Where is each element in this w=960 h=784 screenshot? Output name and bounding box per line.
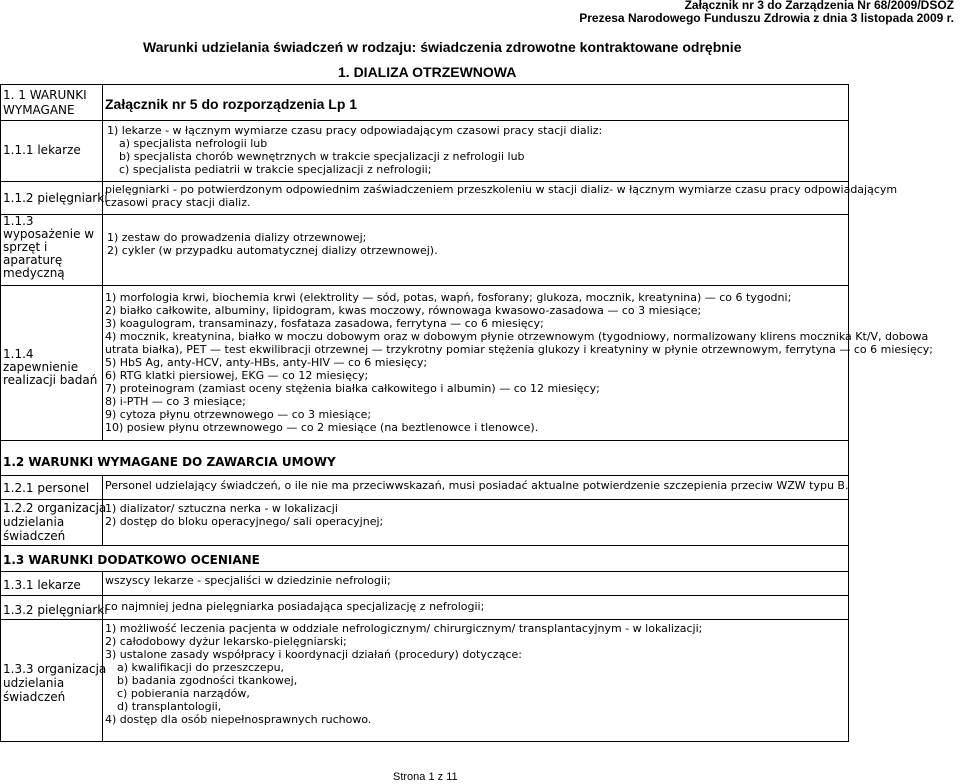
label-line: świadczeń xyxy=(3,690,66,704)
text-line: 8) i-PTH — co 3 miesiące; xyxy=(105,395,246,408)
label-organizacja-1-2-2 xyxy=(3,501,106,543)
label-line: 1.1.4 xyxy=(3,347,34,361)
text-line: 1) możliwość leczenia pacjenta w oddziale nefrologicznym/ chirurgicznym/ transplantacyjnym - w lokalizacji; xyxy=(105,622,703,635)
pielegniarki-text xyxy=(105,183,897,209)
label-line: udzielania xyxy=(3,515,65,529)
label-pielegniarki-1-3-2: 1.3.2 pielęgniarki xyxy=(3,603,108,617)
text-line: 7) proteinogram (zamiast oceny stężenia białka całkowitego i albumin) — co 12 miesięcy; xyxy=(105,382,600,395)
rule xyxy=(0,571,849,572)
text-line: b) badania zgodności tkankowej, xyxy=(117,674,298,687)
text-line: 1) morfologia krwi, biochemia krwi (elektrolity — sód, potas, wapń, fosforany; glukoza, mocznik, kreatynina) — co 6 tygodni; xyxy=(105,291,792,304)
label-line: zapewnienie xyxy=(3,360,79,374)
text-line: pielęgniarki - po potwierdzonym odpowiednim zaświadczeniem przeszkoleniu w stacji dializ- w łącznym wymiarze czasu pracy odpowiadającym xyxy=(105,183,898,196)
annex-title: Załącznik nr 5 do rozporządzenia Lp 1 xyxy=(105,96,358,112)
lekarze-1-3-1-text: wszyscy lekarze - specjaliści w dziedzinie nefrologii; xyxy=(105,574,391,587)
label-line: 1. 1 WARUNKI xyxy=(3,88,87,102)
text-line: utrata białka), PET — test ekwilibracji otrzewnej — trzykrotny pomiar stężenia glukozy i kreatyniny w płynie otrzewnowym, ferrytyna — co 6 miesięcy; xyxy=(105,343,933,356)
label-line: aparaturę xyxy=(3,253,63,267)
section-1-2-title: 1.2 WARUNKI WYMAGANE DO ZAWARCIA UMOWY xyxy=(3,455,336,469)
rule xyxy=(0,84,849,85)
rule xyxy=(0,440,849,441)
rule xyxy=(0,499,849,500)
text-line: 1) dializator/ sztuczna nerka - w lokalizacji xyxy=(105,502,338,515)
text-line: 2) dostęp do bloku operacyjnego/ sali operacyjnej; xyxy=(105,515,384,528)
text-line: 4) dostęp dla osób niepełnosprawnych ruchowo. xyxy=(105,713,372,726)
label-lekarze: 1.1.1 lekarze xyxy=(3,143,81,157)
rule xyxy=(0,181,849,182)
text-line: 2) całodobowy dyżur lekarsko-pielęgniarski; xyxy=(105,635,347,648)
page-footer: Strona 1 z 11 xyxy=(393,771,458,783)
lekarze-text xyxy=(107,124,602,176)
text-line: czasowi pracy stacji dializ. xyxy=(105,196,251,209)
text-line: 1) zestaw do prowadzenia dializy otrzewnowej; xyxy=(107,231,367,244)
rule xyxy=(0,595,849,596)
text-line: c) specjalista pediatrii w trakcie specjalizacji z nefrologii; xyxy=(119,163,432,176)
text-line: 9) cytoza płynu otrzewnowego — co 3 miesiące; xyxy=(105,408,372,421)
text-line: 2) cykler (w przypadku automatycznej dializy otrzewnowej). xyxy=(107,244,438,257)
text-line: 4) mocznik, kreatynina, białko w moczu dobowym oraz w dobowym płynie otrzewnowym (tygodniowy, normalizowany klirens mocznika Kt/V, dobowa xyxy=(105,330,929,343)
rule xyxy=(102,84,103,441)
badania-text xyxy=(105,291,933,434)
label-line: wyposażenie w xyxy=(3,227,95,241)
label-lekarze-1-3-1: 1.3.1 lekarze xyxy=(3,578,81,592)
label-line: udzielania xyxy=(3,676,65,690)
label-wyposazenie xyxy=(3,215,94,280)
pielegniarki-1-3-2-text: co najmniej jedna pielęgniarka posiadająca specjalizację z nefrologii; xyxy=(105,600,485,613)
text-line: 3) koagulogram, transaminazy, fosfataza zasadowa, ferrytyna — co 6 miesięcy; xyxy=(105,317,544,330)
rule xyxy=(102,571,103,742)
label-line: realizacji badań xyxy=(3,373,98,387)
label-pielegniarki: 1.1.2 pielęgniarki xyxy=(3,191,108,205)
label-zapewnienie-badan xyxy=(3,348,97,387)
label-organizacja-1-3-3 xyxy=(3,662,106,704)
rule xyxy=(0,619,849,620)
header-line-1: Załącznik nr 3 do Zarządzenia Nr 68/2009/DSOZ xyxy=(684,0,954,12)
rule xyxy=(0,120,849,121)
text-line: a) specjalista nefrologii lub xyxy=(119,137,268,150)
rule xyxy=(0,475,849,476)
text-line: 5) HbS Ag, anty-HCV, anty-HBs, anty-HIV — co 6 miesięcy; xyxy=(105,356,428,369)
rule xyxy=(0,741,849,742)
rule xyxy=(0,545,849,546)
label-line: 1.1.3 xyxy=(3,214,34,228)
text-line: 3) ustalone zasady współpracy i koordynacji działań (procedury) dotyczące: xyxy=(105,648,522,661)
section-title: 1. DIALIZA OTRZEWNOWA xyxy=(338,64,517,80)
label-personel: 1.2.1 personel xyxy=(3,481,90,495)
text-line: d) transplantologii, xyxy=(117,700,222,713)
organizacja-1-2-2-text xyxy=(105,502,383,528)
text-line: 10) posiew płynu otrzewnowego — co 2 miesiące (na beztlenowce i tlenowce). xyxy=(105,421,539,434)
text-line: b) specjalista chorób wewnętrznych w trakcie specjalizacji z nefrologii lub xyxy=(119,150,525,163)
wyposazenie-text xyxy=(107,231,438,257)
rule xyxy=(0,285,849,286)
text-line: 1) lekarze - w łącznym wymiarze czasu pracy odpowiadającym czasowi pracy stacji dializ: xyxy=(107,124,603,137)
section-1-3-title: 1.3 WARUNKI DODATKOWO OCENIANE xyxy=(3,553,260,567)
header-line-2: Prezesa Narodowego Funduszu Zdrowia z dnia 3 listopada 2009 r. xyxy=(579,11,954,25)
text-line: a) kwalifikacji do przeszczepu, xyxy=(117,661,285,674)
text-line: 2) białko całkowite, albuminy, lipidogram, kwas moczowy, równowaga kwasowo-zasadowa — co 3 miesiące; xyxy=(105,304,702,317)
personel-text: Personel udzielający świadczeń, o ile nie ma przeciwwskazań, musi posiadać aktualne potwierdzenie szczepienia przeciw WZW typu B. xyxy=(105,479,849,492)
rule xyxy=(0,214,849,215)
label-line: medyczną xyxy=(3,266,65,280)
label-warunki-wymagane xyxy=(3,88,87,118)
label-line: 1.3.3 organizacja xyxy=(3,662,107,676)
label-line: 1.2.2 organizacja xyxy=(3,501,107,515)
document-title: Warunki udzielania świadczeń w rodzaju: świadczenia zdrowotne kontraktowane odrębnie xyxy=(143,39,742,55)
label-line: WYMAGANE xyxy=(3,103,75,117)
rule xyxy=(0,84,1,742)
text-line: c) pobierania narządów, xyxy=(117,687,250,700)
text-line: 6) RTG klatki piersiowej, EKG — co 12 miesięcy; xyxy=(105,369,369,382)
organizacja-1-3-3-text xyxy=(105,622,702,726)
label-line: sprzęt i xyxy=(3,240,48,254)
label-line: świadczeń xyxy=(3,529,66,543)
